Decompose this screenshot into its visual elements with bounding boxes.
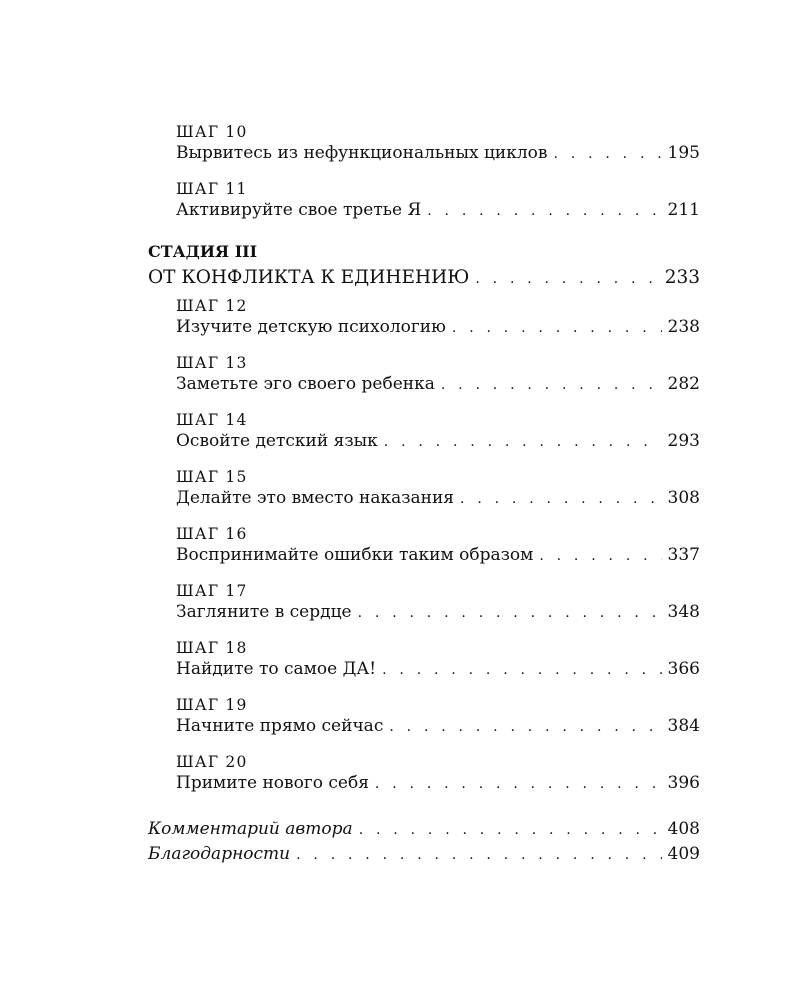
step-number: ШАГ 20: [176, 753, 248, 771]
entry-title: Изучите детскую психологию: [176, 317, 446, 337]
toc-entry: [176, 430, 700, 453]
toc-entry: [176, 142, 700, 165]
dot-leader: [427, 200, 661, 223]
toc-step[interactable]: [176, 353, 700, 396]
dot-leader: [539, 545, 661, 568]
dot-leader: [475, 263, 658, 295]
toc-step[interactable]: [176, 410, 700, 453]
page-number: 348: [667, 602, 700, 622]
toc-step[interactable]: [176, 296, 700, 339]
toc-step[interactable]: [176, 695, 700, 738]
entry-title: Делайте это вместо наказания: [176, 488, 455, 508]
toc-entry: [176, 658, 700, 681]
page-number: 293: [667, 431, 700, 451]
toc-entry: [176, 487, 700, 510]
toc-entry: [176, 373, 700, 396]
dot-leader: [359, 818, 662, 843]
step-number: ШАГ 13: [176, 354, 248, 372]
stage-title: ОТ КОНФЛИКТА К ЕДИНЕНИЮ: [148, 267, 470, 288]
page-number: 396: [667, 773, 700, 793]
page-number: 408: [667, 819, 700, 839]
toc-entry: [176, 316, 700, 339]
entry-title: Освойте детский язык: [176, 431, 378, 451]
entry-title: Найдите то самое ДА!: [176, 659, 377, 679]
entry-title: Комментарий автора: [148, 819, 353, 839]
step-number: ШАГ 16: [176, 525, 248, 543]
page-number: 384: [667, 716, 700, 736]
entry-title: Заметьте эго своего ребенка: [176, 374, 435, 394]
dot-leader: [553, 143, 661, 166]
toc-step[interactable]: [176, 122, 700, 165]
entry-title: Благодарности: [148, 844, 291, 864]
toc-step[interactable]: [176, 581, 700, 624]
toc-step[interactable]: [176, 752, 700, 795]
table-of-contents: [148, 122, 700, 867]
step-number: ШАГ 12: [176, 297, 248, 315]
page-number: 282: [667, 374, 700, 394]
stage-label: СТАДИЯ III: [148, 242, 258, 261]
toc-step[interactable]: [176, 524, 700, 567]
step-number: ШАГ 17: [176, 582, 248, 600]
toc-entry[interactable]: [148, 842, 700, 867]
dot-leader: [358, 602, 662, 625]
page-number: 337: [667, 545, 700, 565]
toc-step[interactable]: [176, 638, 700, 681]
dot-leader: [375, 773, 662, 796]
dot-leader: [460, 488, 662, 511]
toc-entry[interactable]: [148, 817, 700, 842]
dot-leader: [382, 659, 661, 682]
stage-entry[interactable]: [148, 262, 700, 294]
entry-title: Активируйте свое третье Я: [176, 200, 422, 220]
entry-title: Начните прямо сейчас: [176, 716, 384, 736]
dot-leader: [389, 716, 661, 739]
step-number: ШАГ 11: [176, 180, 248, 198]
toc-entry: [176, 199, 700, 222]
step-number: ШАГ 10: [176, 123, 248, 141]
toc-step[interactable]: [176, 179, 700, 222]
page-number: 238: [667, 317, 700, 337]
page-number: 366: [667, 659, 700, 679]
page-number: 233: [664, 267, 700, 288]
dot-leader: [384, 431, 662, 454]
entry-title: Загляните в сердце: [176, 602, 352, 622]
page-number: 409: [667, 844, 700, 864]
entry-title: Примите нового себя: [176, 773, 369, 793]
dot-leader: [296, 843, 661, 868]
toc-entry: [176, 601, 700, 624]
toc-entry: [176, 772, 700, 795]
toc-step[interactable]: [176, 467, 700, 510]
back-matter: [148, 817, 700, 867]
page-number: 195: [667, 143, 700, 163]
toc-entry: [176, 715, 700, 738]
dot-leader: [452, 317, 662, 340]
entry-title: Вырвитесь из нефункциональных циклов: [176, 143, 548, 163]
step-number: ШАГ 19: [176, 696, 248, 714]
step-number: ШАГ 14: [176, 411, 248, 429]
entry-title: Воспринимайте ошибки таким образом: [176, 545, 534, 565]
step-number: ШАГ 15: [176, 468, 248, 486]
page-number: 211: [667, 200, 700, 220]
dot-leader: [441, 374, 662, 397]
toc-entry: [176, 544, 700, 567]
step-number: ШАГ 18: [176, 639, 248, 657]
page-number: 308: [667, 488, 700, 508]
